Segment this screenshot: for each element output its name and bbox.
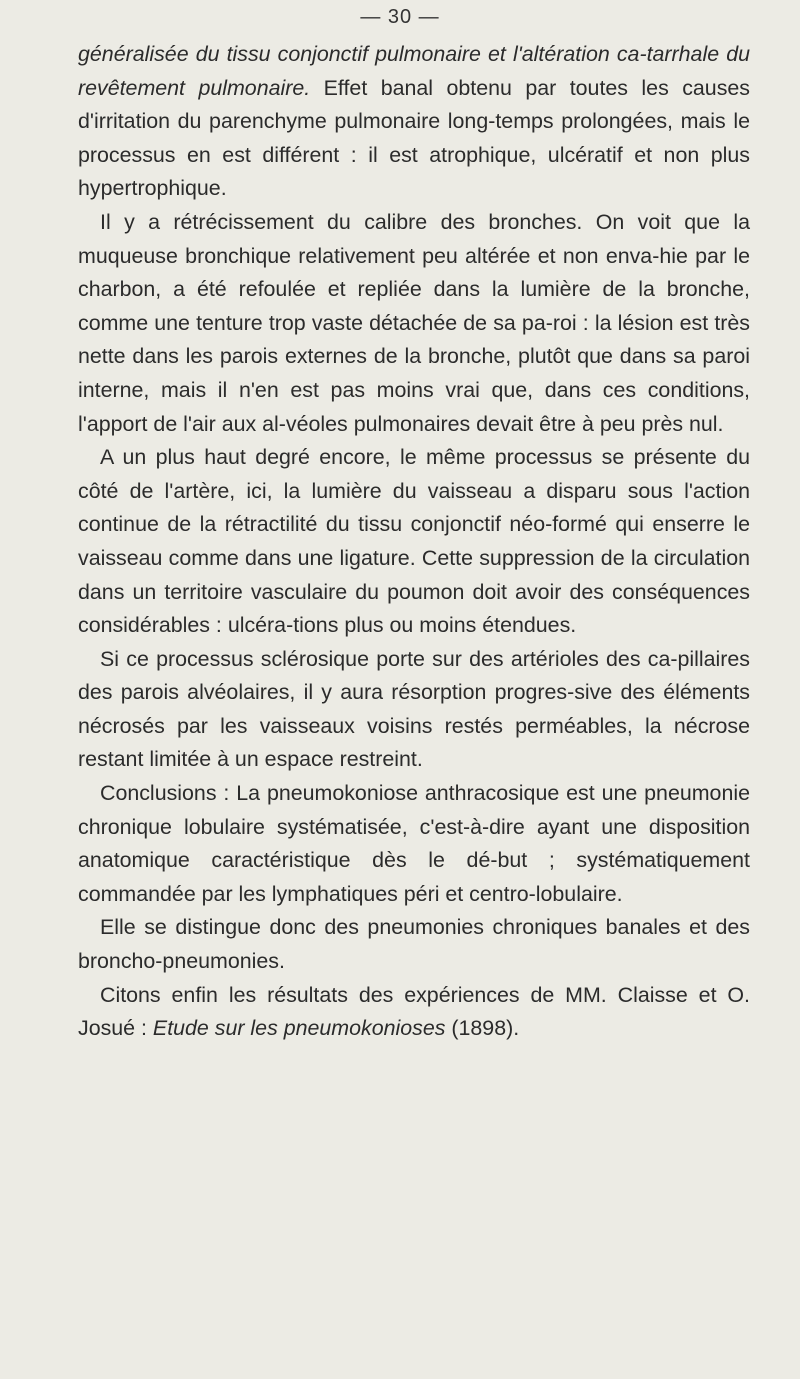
citation-title: Etude sur les pneumokonioses <box>152 1016 446 1041</box>
citation-year: (1898). <box>445 1016 520 1041</box>
paragraph-7-citation <box>78 979 750 1046</box>
paragraph-6 <box>78 911 750 978</box>
paragraph-2 <box>78 206 750 441</box>
paragraph-4-body: Si ce processus sclérosique porte sur des artérioles des ca-pillaires des parois alvéolaires, il y aura résorption progres-sive des éléments nécrosés par les vaisseaux voisins restés perméables, la nécrose restant limitée à un espace restreint. <box>78 646 750 772</box>
paragraph-5-body: Conclusions : La pneumokoniose anthracosique est une pneumonie chronique lobulaire systématisée, c'est-à-dire ayant une disposition anatomique caractéristique dès le dé-but ; systématiquement commandée par les lymphatiques péri et centro-lobulaire. <box>78 781 750 906</box>
paragraph-1-italic-lead: généralisée du tissu conjonctif pulmonaire et l'altération ca-tarrhale du revêtement pulmonaire. <box>78 42 750 100</box>
page-number: — 30 — <box>360 6 440 28</box>
paragraph-7-lead: Citons enfin les résultats des expériences de MM. Claisse et O. Josué : <box>78 982 750 1041</box>
paragraph-1-body: Effet banal obtenu par toutes les causes d'irritation du parenchyme pulmonaire long-temps prolongées, mais le processus en est différent : il est atrophique, ulcératif et non plus hypertrophique. <box>78 75 750 201</box>
paragraph-6-body: Elle se distingue donc des pneumonies chroniques banales et des broncho-pneumonies. <box>78 915 750 974</box>
paragraph-3 <box>78 441 750 643</box>
body-text <box>78 38 750 1046</box>
paragraph-4 <box>78 643 750 777</box>
paragraph-3-body: A un plus haut degré encore, le même processus se présente du côté de l'artère, ici, la lumière du vaisseau a disparu sous l'action continue de la rétractilité du tissu conjonctif néo-formé qui enserre le vaisseau comme dans une ligature. Cette suppression de la circulation dans un territoire vasculaire du poumon doit avoir des conséquences considérables : ulcéra-tions plus ou moins étendues. <box>78 445 750 638</box>
paragraph-5-conclusions <box>78 777 750 911</box>
paragraph-1 <box>78 38 750 206</box>
paragraph-2-body: Il y a rétrécissement du calibre des bronches. On voit que la muqueuse bronchique relativement peu altérée et non enva-hie par le charbon, a été refoulée et repliée dans la lumière de la bronche, comme une tenture trop vaste détachée de sa pa-roi : la lésion est très nette dans les parois externes de la bronche, plutôt que dans sa paroi interne, mais il n'en est pas moins vrai que, dans ces conditions, l'apport de l'air aux al-véoles pulmonaires devait être à peu près nul. <box>78 209 750 436</box>
